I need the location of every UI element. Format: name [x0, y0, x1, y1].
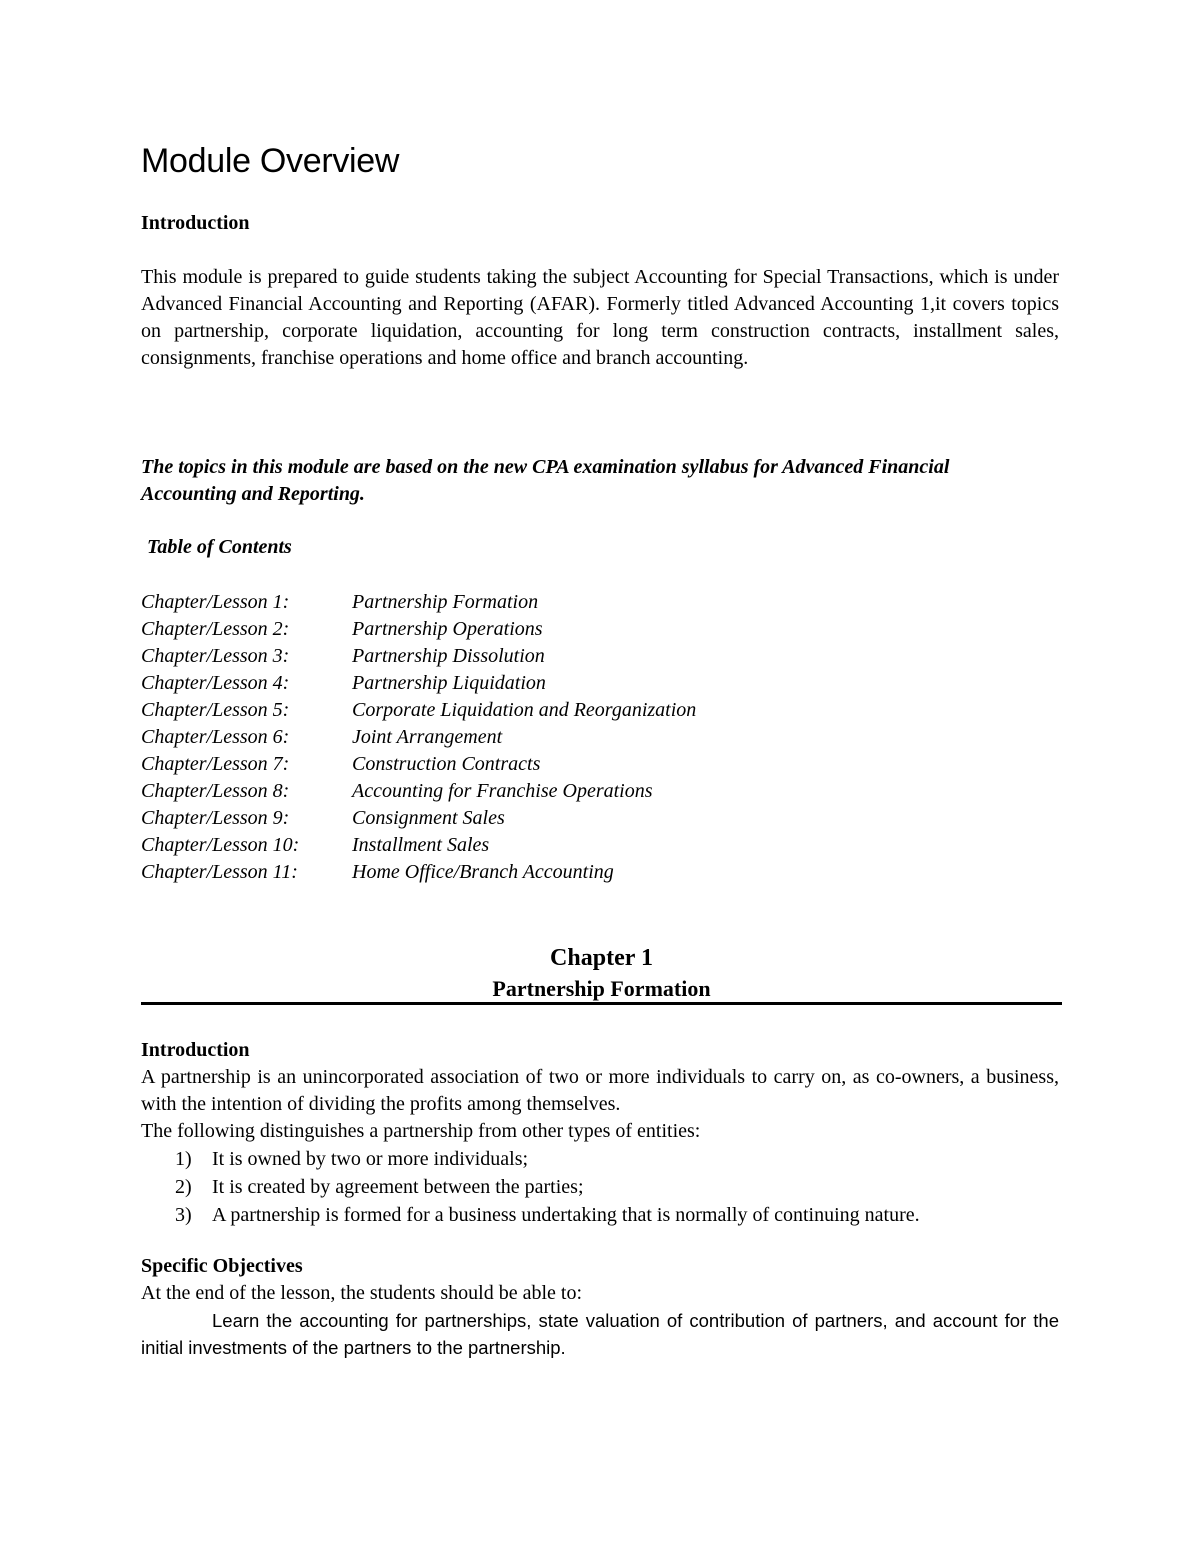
toc-chapter-label: Chapter/Lesson 11: — [141, 861, 298, 883]
toc-topic: Construction Contracts — [352, 753, 541, 775]
list-item-number: 2) — [175, 1176, 192, 1198]
toc-topic: Accounting for Franchise Operations — [352, 780, 653, 802]
toc-chapter-label: Chapter/Lesson 10: — [141, 834, 300, 856]
toc-entry — [141, 751, 696, 778]
toc-topic: Partnership Dissolution — [352, 645, 545, 667]
chapter-heading — [141, 942, 1062, 1004]
distinguishing-intro: The following distinguishes a partnership from other types of entities: — [141, 1120, 701, 1142]
list-item-text: A partnership is formed for a business undertaking that is normally of continuing nature. — [212, 1204, 920, 1226]
toc-entry — [141, 697, 696, 724]
toc-topic: Consignment Sales — [352, 807, 505, 829]
distinguishing-list — [141, 1145, 920, 1229]
chapter-number: Chapter 1 — [550, 945, 653, 971]
toc-topic: Installment Sales — [352, 834, 490, 856]
list-item-text: It is owned by two or more individuals; — [212, 1148, 529, 1170]
introduction-heading: Introduction — [141, 212, 250, 234]
toc-entry — [141, 670, 696, 697]
toc-chapter-label: Chapter/Lesson 1: — [141, 591, 290, 613]
toc-entry — [141, 724, 696, 751]
list-item — [141, 1173, 920, 1201]
toc-entry — [141, 643, 696, 670]
toc-entry — [141, 805, 696, 832]
module-overview-title: Module Overview — [141, 142, 400, 180]
toc-entry — [141, 832, 696, 859]
toc-topic: Joint Arrangement — [352, 726, 503, 748]
list-item-number: 1) — [175, 1148, 192, 1170]
toc-entry — [141, 589, 696, 616]
toc-topic: Partnership Liquidation — [352, 672, 546, 694]
toc-entry — [141, 778, 696, 805]
toc-chapter-label: Chapter/Lesson 2: — [141, 618, 290, 640]
toc-chapter-label: Chapter/Lesson 4: — [141, 672, 290, 694]
toc-topic: Corporate Liquidation and Reorganization — [352, 699, 697, 721]
toc-topic: Partnership Operations — [352, 618, 543, 640]
objectives-lead: At the end of the lesson, the students should be able to: — [141, 1282, 583, 1304]
toc-topic: Home Office/Branch Accounting — [352, 861, 614, 883]
introduction-paragraph: This module is prepared to guide students taking the subject Accounting for Special Transactions, which is under Advanced Financial Accounting and Reporting (AFAR). Formerly titled Advanced Accounting 1,it covers topics on partnership, corporate liquidation, accounting for long term construction contracts, installment sales, consignments, franchise operations and home office and branch accounting. — [141, 266, 1059, 369]
toc-entry — [141, 859, 696, 886]
toc-chapter-label: Chapter/Lesson 6: — [141, 726, 290, 748]
toc-chapter-label: Chapter/Lesson 8: — [141, 780, 290, 802]
chapter-introduction-heading: Introduction — [141, 1039, 250, 1061]
objectives-text: Learn the accounting for partnerships, state valuation of contribution of partners, and account for the initial investments of the partners to the partnership. — [141, 1310, 1059, 1358]
list-item — [141, 1145, 920, 1173]
toc-chapter-label: Chapter/Lesson 9: — [141, 807, 290, 829]
table-of-contents-title: Table of Contents — [147, 536, 292, 558]
list-item-text: It is created by agreement between the parties; — [212, 1176, 584, 1198]
toc-chapter-label: Chapter/Lesson 5: — [141, 699, 290, 721]
toc-chapter-label: Chapter/Lesson 3: — [141, 645, 290, 667]
list-item — [141, 1201, 920, 1229]
specific-objectives-heading: Specific Objectives — [141, 1255, 303, 1277]
toc-chapter-label: Chapter/Lesson 7: — [141, 753, 290, 775]
table-of-contents-list — [141, 589, 696, 886]
toc-topic: Partnership Formation — [352, 591, 539, 613]
partnership-definition: A partnership is an unincorporated association of two or more individuals to carry on, as co-owners, a business, with the intention of dividing the profits among themselves. — [141, 1066, 1059, 1115]
chapter-title: Partnership Formation — [492, 976, 711, 1001]
toc-entry — [141, 616, 696, 643]
list-item-number: 3) — [175, 1204, 192, 1226]
chapter-divider — [141, 1002, 1062, 1005]
syllabus-note: The topics in this module are based on the new CPA examination syllabus for Advanced Financial Accounting and Reporting. — [141, 456, 950, 505]
